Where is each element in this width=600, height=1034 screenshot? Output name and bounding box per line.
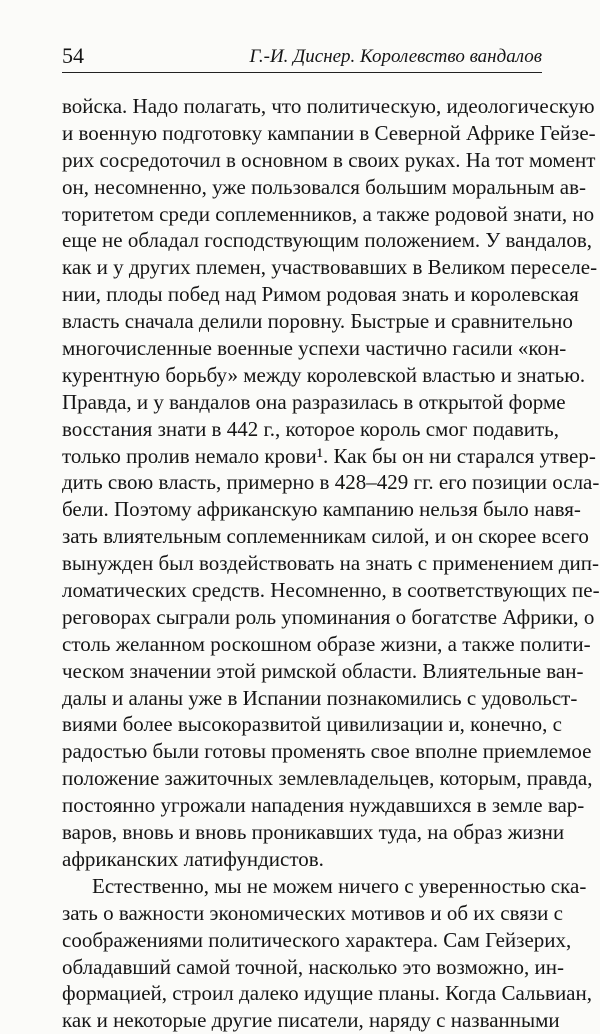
text-line: вынужден был воздействовать на знать с применением дип- bbox=[62, 551, 599, 576]
text-line: бели. Поэтому африканскую кампанию нельзя было навя- bbox=[62, 497, 581, 522]
text-line: еще не обладал господствующим положением. У вандалов, bbox=[62, 228, 593, 253]
running-title: Г.-И. Диснер. Королевство вандалов bbox=[249, 46, 542, 67]
text-line: власть сначала делили поровну. Быстрые и сравнительно bbox=[62, 309, 573, 334]
page-number: 54 bbox=[62, 43, 84, 68]
text-line: он, несомненно, уже пользовался большим моральным ав- bbox=[62, 174, 587, 199]
text-line: реговорах сыграли роль упоминания о богатстве Африки, о bbox=[62, 604, 595, 629]
body-text bbox=[62, 93, 600, 1034]
text-line: радостью были готовы променять свое вполне приемлемое bbox=[62, 739, 592, 764]
text-line: столь желанном роскошном образе жизни, а также полити- bbox=[62, 631, 591, 656]
paragraph-1 bbox=[62, 93, 600, 873]
text-line: зать влиятельным соплеменникам силой, и он скорее всего bbox=[62, 524, 589, 549]
text-line: войска. Надо полагать, что политическую, идеологическую bbox=[62, 94, 595, 118]
text-line: африканских латифундистов. bbox=[62, 846, 324, 871]
text-line: Правда, и у вандалов она разразилась в открытой форме bbox=[62, 389, 566, 414]
paragraph-2 bbox=[62, 873, 592, 1034]
text-line: далы и аланы уже в Испании познакомились с удовольст- bbox=[62, 685, 578, 710]
page-header bbox=[62, 42, 542, 73]
text-line: постоянно угрожали нападения нуждавшихся в земле вар- bbox=[62, 793, 585, 818]
text-line: зать о важности экономических мотивов и об их связи с bbox=[62, 900, 563, 925]
text-line: формацией, строил далеко идущие планы. Когда Сальвиан, bbox=[62, 981, 592, 1006]
text-line: торитетом среди соплеменников, а также родовой знати, но bbox=[62, 201, 595, 226]
text-line: восстания знати в 442 г., которое король смог подавить, bbox=[62, 416, 559, 441]
text-line: как и некоторые другие писатели, наряду с названными bbox=[62, 1008, 560, 1033]
text-line: соображениями политического характера. Сам Гейзерих, bbox=[62, 927, 572, 952]
text-line: Естественно, мы не можем ничего с уверенностью ска- bbox=[92, 873, 587, 898]
text-line: варов, вновь и вновь проникавших туда, на образ жизни bbox=[62, 820, 565, 845]
text-line: ломатических средств. Несомненно, в соответствующих пе- bbox=[62, 578, 600, 603]
text-line: рих сосредоточил в основном в своих руках. На тот момент bbox=[62, 147, 596, 172]
text-line: как и у других племен, участвовавших в Великом переселе- bbox=[62, 255, 598, 280]
text-line: нии, плоды побед над Римом родовая знать и королевская bbox=[62, 282, 579, 307]
text-line: курентную борьбу» между королевской властью и знатью. bbox=[62, 362, 586, 387]
text-line: и военную подготовку кампании в Северной Африке Гейзе- bbox=[62, 120, 596, 145]
text-line: многочисленные военные успехи частично гасили «кон- bbox=[62, 336, 567, 361]
text-line: только пролив немало крови¹. Как бы он ни старался утвер- bbox=[62, 443, 596, 468]
text-line: дить свою власть, примерно в 428–429 гг. его позиции осла- bbox=[62, 470, 600, 495]
text-line: положение зажиточных землевладельцев, которым, правда, bbox=[62, 766, 593, 791]
text-line: виями более высокоразвитой цивилизации и, конечно, с bbox=[62, 712, 562, 737]
text-line: ческом значении этой римской области. Влиятельные ван- bbox=[62, 658, 584, 683]
text-line: обладавший самой точной, насколько это возможно, ин- bbox=[62, 954, 564, 979]
